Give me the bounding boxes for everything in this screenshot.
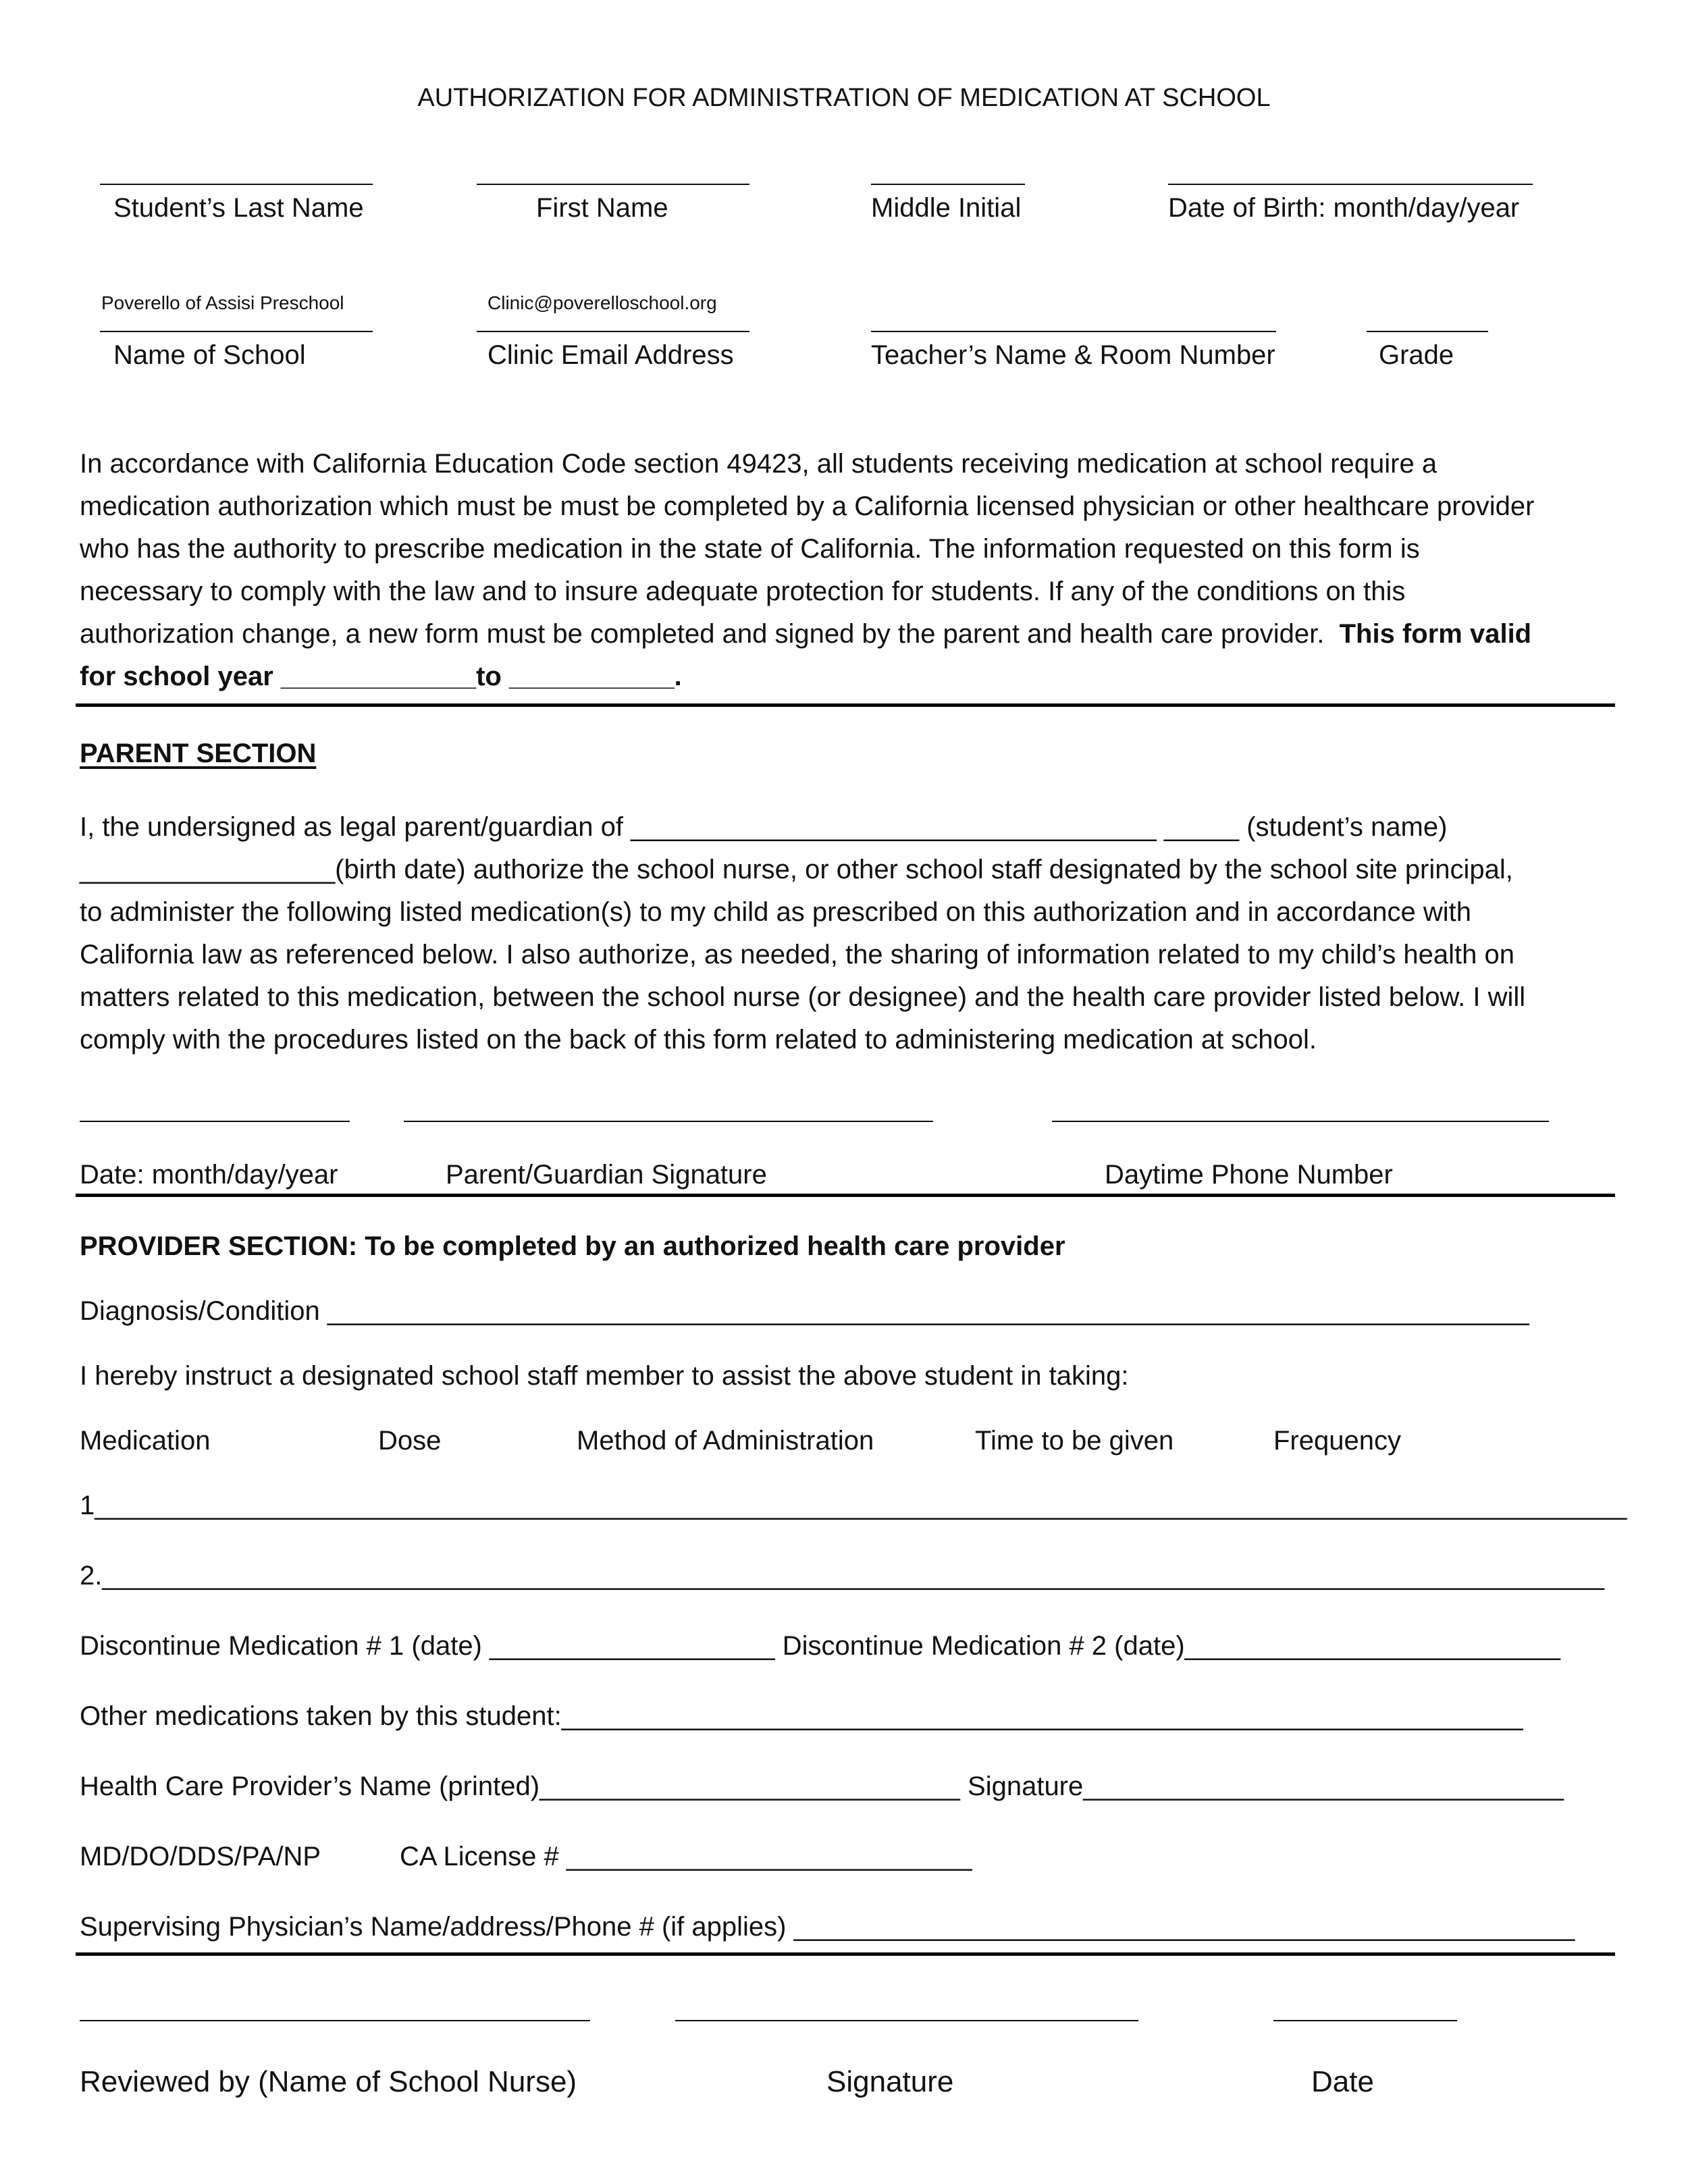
discontinue-dates-field[interactable]: Discontinue Medication # 1 (date) ___________________ Discontinue Medication # 2 (date)_________________________ (80, 1631, 1560, 1661)
provider-credentials-label: MD/DO/DDS/PA/NP (80, 1842, 321, 1871)
clinic-email-label: Clinic Email Address (487, 340, 734, 370)
diagnosis-field[interactable]: Diagnosis/Condition ________________________________________________________________________________ (80, 1296, 1529, 1326)
middle-initial-label: Middle Initial (871, 193, 1022, 223)
parent-line: comply with the procedures listed on the back of this form related to administering medication at school. (80, 1025, 1317, 1055)
col-medication: Medication (80, 1426, 211, 1456)
intro-line: necessary to comply with the law and to insure adequate protection for students. If any of the conditions on this (80, 577, 1406, 606)
school-name-value[interactable]: Poverello of Assisi Preschool (101, 292, 344, 313)
parent-section-heading: PARENT SECTION (80, 739, 317, 768)
reviewer-signature-field[interactable] (675, 2020, 1138, 2021)
parent-signature-label: Parent/Guardian Signature (446, 1160, 767, 1190)
parent-line: matters related to this medication, between the school nurse (or designee) and the health care provider listed below. I will (80, 982, 1526, 1012)
dob-label: Date of Birth: month/day/year (1168, 193, 1520, 223)
intro-line: medication authorization which must be must be completed by a California licensed physician or other healthcare provider (80, 491, 1535, 521)
dob-field[interactable] (1168, 184, 1533, 185)
col-frequency: Frequency (1273, 1426, 1401, 1456)
school-name-field[interactable] (100, 331, 373, 332)
school-year-line[interactable]: for school year _____________to ___________. (80, 662, 682, 691)
intro-paragraph (80, 443, 1611, 698)
teacher-room-field[interactable] (871, 331, 1276, 332)
section-divider (76, 703, 1615, 707)
parent-date-label: Date: month/day/year (80, 1160, 338, 1190)
reviewer-name-field[interactable] (80, 2020, 590, 2021)
col-method: Method of Administration (577, 1426, 874, 1456)
parent-line: California law as referenced below. I also authorize, as needed, the sharing of information related to my child’s health on (80, 940, 1514, 969)
parent-line[interactable]: I, the undersigned as legal parent/guardian of ___________________________________ _____ (student’s name) (80, 812, 1448, 842)
grade-label: Grade (1379, 340, 1454, 370)
section-divider (76, 1194, 1615, 1197)
reviewed-by-label: Reviewed by (Name of School Nurse) (80, 2065, 577, 2098)
col-dose: Dose (378, 1426, 442, 1456)
parent-line: to administer the following listed medication(s) to my child as prescribed on this authorization and in accordance with (80, 897, 1472, 927)
intro-line: who has the authority to prescribe medication in the state of California. The information requested on this form is (80, 534, 1420, 564)
intro-line-text: authorization change, a new form must be completed and signed by the parent and health care provider. (80, 619, 1325, 649)
middle-initial-field[interactable] (871, 184, 1025, 185)
intro-line (80, 613, 1611, 656)
provider-name-signature-field[interactable]: Health Care Provider’s Name (printed)____________________________ Signature________________________________ (80, 1772, 1564, 1801)
last-name-field[interactable] (100, 184, 373, 185)
provider-section-heading: PROVIDER SECTION: To be completed by an authorized health care provider (80, 1231, 1065, 1261)
parent-date-field[interactable] (80, 1121, 350, 1122)
daytime-phone-field[interactable] (1052, 1121, 1549, 1122)
teacher-room-label: Teacher’s Name & Room Number (871, 340, 1275, 370)
first-name-label: First Name (536, 193, 668, 223)
form-valid-label: This form valid (1339, 619, 1532, 649)
last-name-label: Student’s Last Name (113, 193, 364, 223)
grade-field[interactable] (1367, 331, 1488, 332)
reviewer-signature-label: Signature (826, 2065, 954, 2098)
medication-row-2[interactable]: 2.____________________________________________________________________________________________________ (80, 1561, 1604, 1591)
parent-signature-field[interactable] (404, 1121, 933, 1122)
ca-license-field[interactable]: CA License # ___________________________ (400, 1842, 972, 1871)
parent-line[interactable]: _________________(birth date) authorize the school nurse, or other school staff designated by the school site principal, (80, 855, 1513, 884)
first-name-field[interactable] (477, 184, 749, 185)
supervising-physician-field[interactable]: Supervising Physician’s Name/address/Phone # (if applies) ____________________________________________________ (80, 1912, 1575, 1942)
section-divider (76, 1952, 1615, 1956)
medication-row-1[interactable]: 1______________________________________________________________________________________________________ (80, 1491, 1627, 1520)
other-medications-field[interactable]: Other medications taken by this student:________________________________________________________________ (80, 1701, 1523, 1731)
clinic-email-field[interactable] (477, 331, 749, 332)
parent-paragraph (80, 806, 1611, 1061)
school-name-label: Name of School (113, 340, 306, 370)
clinic-email-value[interactable]: Clinic@poverelloschool.org (487, 292, 717, 313)
review-date-field[interactable] (1273, 2020, 1457, 2021)
daytime-phone-label: Daytime Phone Number (1105, 1160, 1393, 1190)
intro-line: In accordance with California Education Code section 49423, all students receiving medication at school require a (80, 449, 1438, 479)
col-time: Time to be given (975, 1426, 1174, 1456)
form-title: AUTHORIZATION FOR ADMINISTRATION OF MEDICATION AT SCHOOL (417, 84, 1271, 112)
instruction-text: I hereby instruct a designated school staff member to assist the above student in taking: (80, 1361, 1129, 1391)
review-date-label: Date (1311, 2065, 1374, 2098)
